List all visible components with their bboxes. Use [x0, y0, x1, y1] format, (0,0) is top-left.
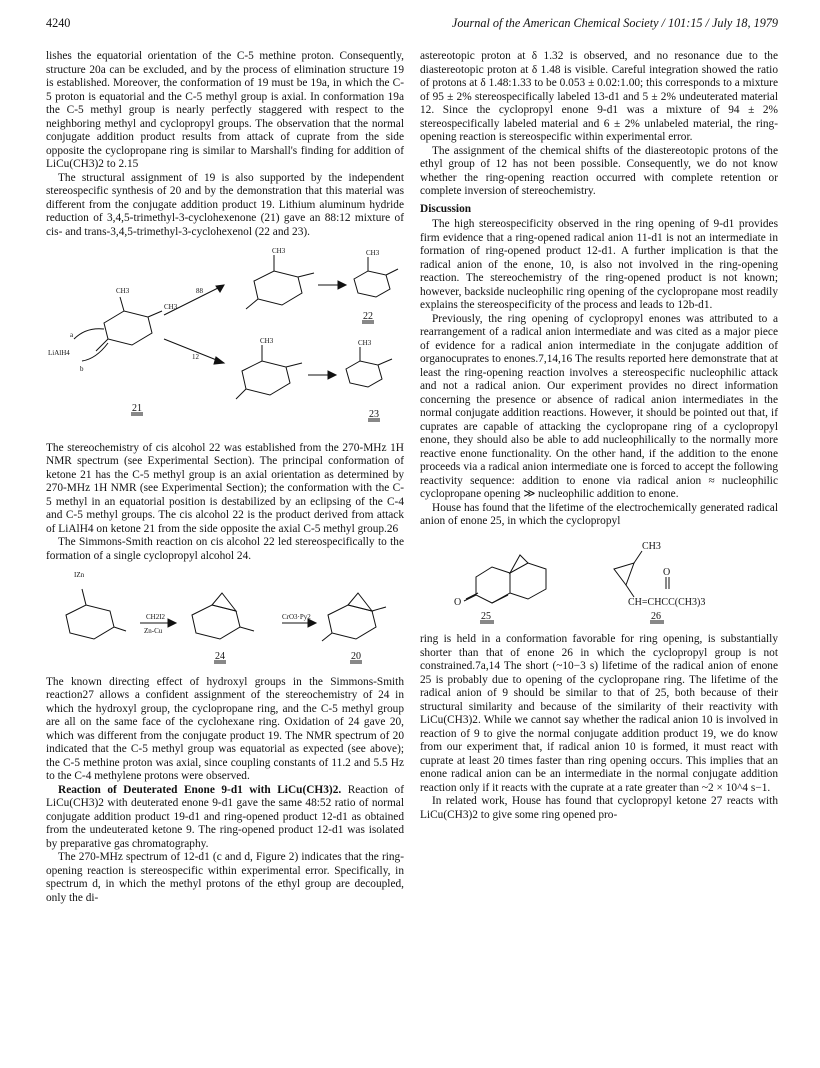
paragraph: In related work, House has found that cyclopropyl ketone 27 reacts with LiCu(CH3)2 to give some ring opened pro-	[420, 795, 778, 821]
paragraph: ring is held in a conformation favorable for ring opening, is substantially shorter than that of enone 26 in which the cyclopropyl group is not constrained.7a,14 The short (~10−3 s) lifetime of the radical anion of enone 25 is probably due to opening of the cyclopropane ring. The lifetime of the radical anion of 9 should be similar to that of 25, both because of their structural similarity and because of the similarity of their reactivity with LiCu(CH3)2. While we cannot say whether the radical anion 10 is involved in reaction of 9 to give the normal conjugate addition product 19, we do know from our experiment that, if radical anion 10 is formed, it must react with cuprate at least 20 times faster than ring opening occurs. This implies that an enone radical anion can be an intermediate in the normal conjugate addition reaction only if it reacts with the cuprate at a rate greater than ~2 × 10^4 s−1.	[420, 633, 778, 794]
methyl-label: CH3	[164, 303, 178, 311]
paragraph: The stereochemistry of cis alcohol 22 was established from the 270-MHz 1H NMR spectrum (see Experimental Section). The principal conformation of ketone 21 has the C-5 methyl group is an axial orientation as determined by 270-MHz 1H NMR (see Experimental Section); the conformation with the C-5 methyl in an equatorial position is destabilized by an eclipsing of the C-4 and C-5 methyl groups. The cis alcohol 22 is the product derived from attack of LiAlH4 on ketone 21 from the side opposite the axial C-5 methyl group.26	[46, 441, 404, 535]
paragraph: The assignment of the chemical shifts of the diastereotopic protons of the ethyl group of 12 has not been possible. Consequently, we do not know whether the ring-opening reaction occurred with complete retention or complete inversion of stereochemistry.	[420, 144, 778, 197]
paragraph: House has found that the lifetime of the electrochemically generated radical anion of enone 25, in which the cyclopropyl	[420, 501, 778, 527]
methyl-label: CH3	[116, 287, 130, 295]
path-label-a: a	[70, 331, 74, 339]
scheme-1-drawing	[46, 243, 404, 433]
compound-label-22: 22	[363, 311, 373, 322]
paragraph: The structural assignment of 19 is also supported by the independent stereospecific synthesis of 20 and by the demonstration that this material was different from the conjugate addition product 19. Lithium aluminum hydride reduction of 3,4,5-trimethyl-3-cyclohexenone (21) gave an 88:12 mixture of cis- and trans-3,4,5-trimethyl-3-cyclohexenol (22 and 23).	[46, 171, 404, 238]
right-column	[420, 50, 778, 822]
paragraph: The known directing effect of hydroxyl groups in the Simmons-Smith reaction27 allows a confident assignment of the stereochemistry of 24 in which the hydroxyl group, the cyclopropane ring, and the C-5 methyl group are all on the same face of the cyclohexane ring. Oxidation of 24 gave 20, which was different from the conjugate product 19. The NMR spectrum of 20 indicated that the C-5 methyl group was equatorial as expected (see above); the C-5 methine proton was axial, since coupling constants of 11.2 and 5.5 Hz to the C-4 methylene protons were observed.	[46, 675, 404, 782]
scheme-lialh4-reduction	[46, 243, 404, 438]
paragraph-heading: Reaction of Deuterated Enone 9-d1 with LiCu(CH3)2.	[58, 783, 342, 796]
ratio-b: 12	[192, 353, 199, 361]
methyl-label: CH3	[260, 337, 274, 345]
compound-label-26: 26	[651, 610, 661, 622]
scheme-2-drawing	[46, 567, 404, 667]
methyl-label: CH3	[358, 339, 372, 347]
running-header	[46, 16, 778, 36]
paragraph: lishes the equatorial orientation of the C-5 methine proton. Consequently, structure 20a can be excluded, and by the process of elimination structure 19 is established. Moreover, the conformation of 19 must be 19a, in which the C-5 proton is equatorial and the C-5 methyl group is axial. In conformation 19a the C-5 methyl group is nearly perfectly staggered with respect to the neighboring methyl and cyclopropyl groups. The observation that the normal conjugate addition product results from attack of cuprate from the side opposite the cyclopropane ring is similar to Marshall's finding for addition of LiCu(CH3)2 to 2.15	[46, 50, 404, 170]
paragraph	[46, 784, 404, 852]
scheme-simmons-smith	[46, 567, 404, 672]
paragraph: The 270-MHz spectrum of 12-d1 (c and d, Figure 2) indicates that the ring-opening reaction is stereospecific within experimental error. Specifically, in spectrum d, in which the methyl protons of the ethyl group are decoupled, only the di-	[46, 851, 404, 904]
ratio-a: 88	[196, 287, 203, 295]
carbonyl-oxygen: O	[454, 596, 462, 608]
reagent-label: CH2I2	[146, 613, 166, 621]
paragraph: The high stereospecificity observed in the ring opening of 9-d1 provides firm evidence that a ring-opened radical anion 11-d1 is not an intermediate in formation of ring-opened product 12-d1. A further implication is that the radical anion of the enone, 10, is also not involved in the ring-opening reaction. The stereochemistry of the ring-opened product is not known; however, backside nucleophilic ring opening of the cyclopropane most readily explains the stereospecificity of the process and leads to 12b-d1.	[420, 218, 778, 311]
compound-label-21: 21	[132, 403, 142, 414]
scheme-3-drawing	[420, 533, 778, 625]
compound-label-24: 24	[215, 651, 225, 662]
reagent-label: CrO3·Py2	[282, 613, 311, 621]
reagent-label: IZn	[74, 571, 85, 579]
paragraph: The Simmons-Smith reaction on cis alcohol 22 led stereospecifically to the formation of a single cyclopropyl alcohol 24.	[46, 536, 404, 562]
scheme-enones-25-26	[420, 533, 778, 630]
reagent-label: Zn-Cu	[144, 627, 163, 635]
paragraph-text: Reaction of LiCu(CH3)2 with deuterated enone 9-d1 gave the same 48:52 ratio of normal conjugate addition product 19-d1 and ring-opened product 12-d1 as obtained from the undeuterated ketone 9. The ring-opened product 12-d1 was isolated by preparative gas chromatography.	[46, 783, 404, 850]
paragraph: Previously, the ring opening of cyclopropyl enones was attributed to a rearrangement of a radical anion intermediate and was cited as a major piece of evidence for a radical anion intermediate in the conjugate addition of organocuprates to enones.7,14,16 The results reported here demonstrate that at least the ring-opening reaction involves a stereospecific nucleophilic attack and not a radical anion. Our experiment provides no direct information concerning the presence or absence of radical anion intermediates in the normal conjugate addition reactions. However, it should be pointed out that, if cuprates are capable of attacking the cyclopropane ring of a cyclopropyl enone, they should also be able to add nucleophilically to the normally more reactive enone functionality. On the other hand, if the addition to the enone proceeds via a radical anion intermediate one is forced to accept the following reactivity sequence: addition to enone via radical anion ≈ nucleophilic cyclopropane opening ≫ nucleophilic addition to enone.	[420, 312, 778, 500]
path-label-b: b	[80, 365, 84, 373]
compound-label-20: 20	[351, 651, 361, 662]
page-number: 4240	[46, 16, 71, 30]
journal-title: Journal of the American Chemical Society / 101:15 / July 18, 1979	[451, 16, 778, 30]
chain-formula: CH=CHCC(CH3)3	[628, 596, 706, 608]
reagent-label: LiAlH4	[48, 349, 70, 357]
methyl-label: CH3	[642, 540, 661, 552]
left-column	[46, 50, 404, 905]
compound-label-25: 25	[481, 610, 491, 622]
methyl-label: CH3	[366, 249, 380, 257]
paragraph: astereotopic proton at δ 1.32 is observed, and no resonance due to the diastereotopic proton at δ 1.48 is visible. Careful integration showed the ratio of protons at δ 1.48:1.33 to be 0.053 ± 0.02:1.00; this corresponds to a mixture of 95 ± 2% stereospecifically labeled 13-d1 and 5 ± 2% undeuterated material 12. Since the cyclopropyl enone 9-d1 was a mixture of 94 ± 2% stereospecifically labeled material and 6 ± 2% unlabeled material, the ring-opening reaction is stereospecific within experimental error.	[420, 50, 778, 143]
carbonyl-oxygen: O	[663, 566, 671, 578]
methyl-label: CH3	[272, 247, 286, 255]
compound-label-23: 23	[369, 409, 379, 420]
section-heading: Discussion	[420, 202, 472, 215]
